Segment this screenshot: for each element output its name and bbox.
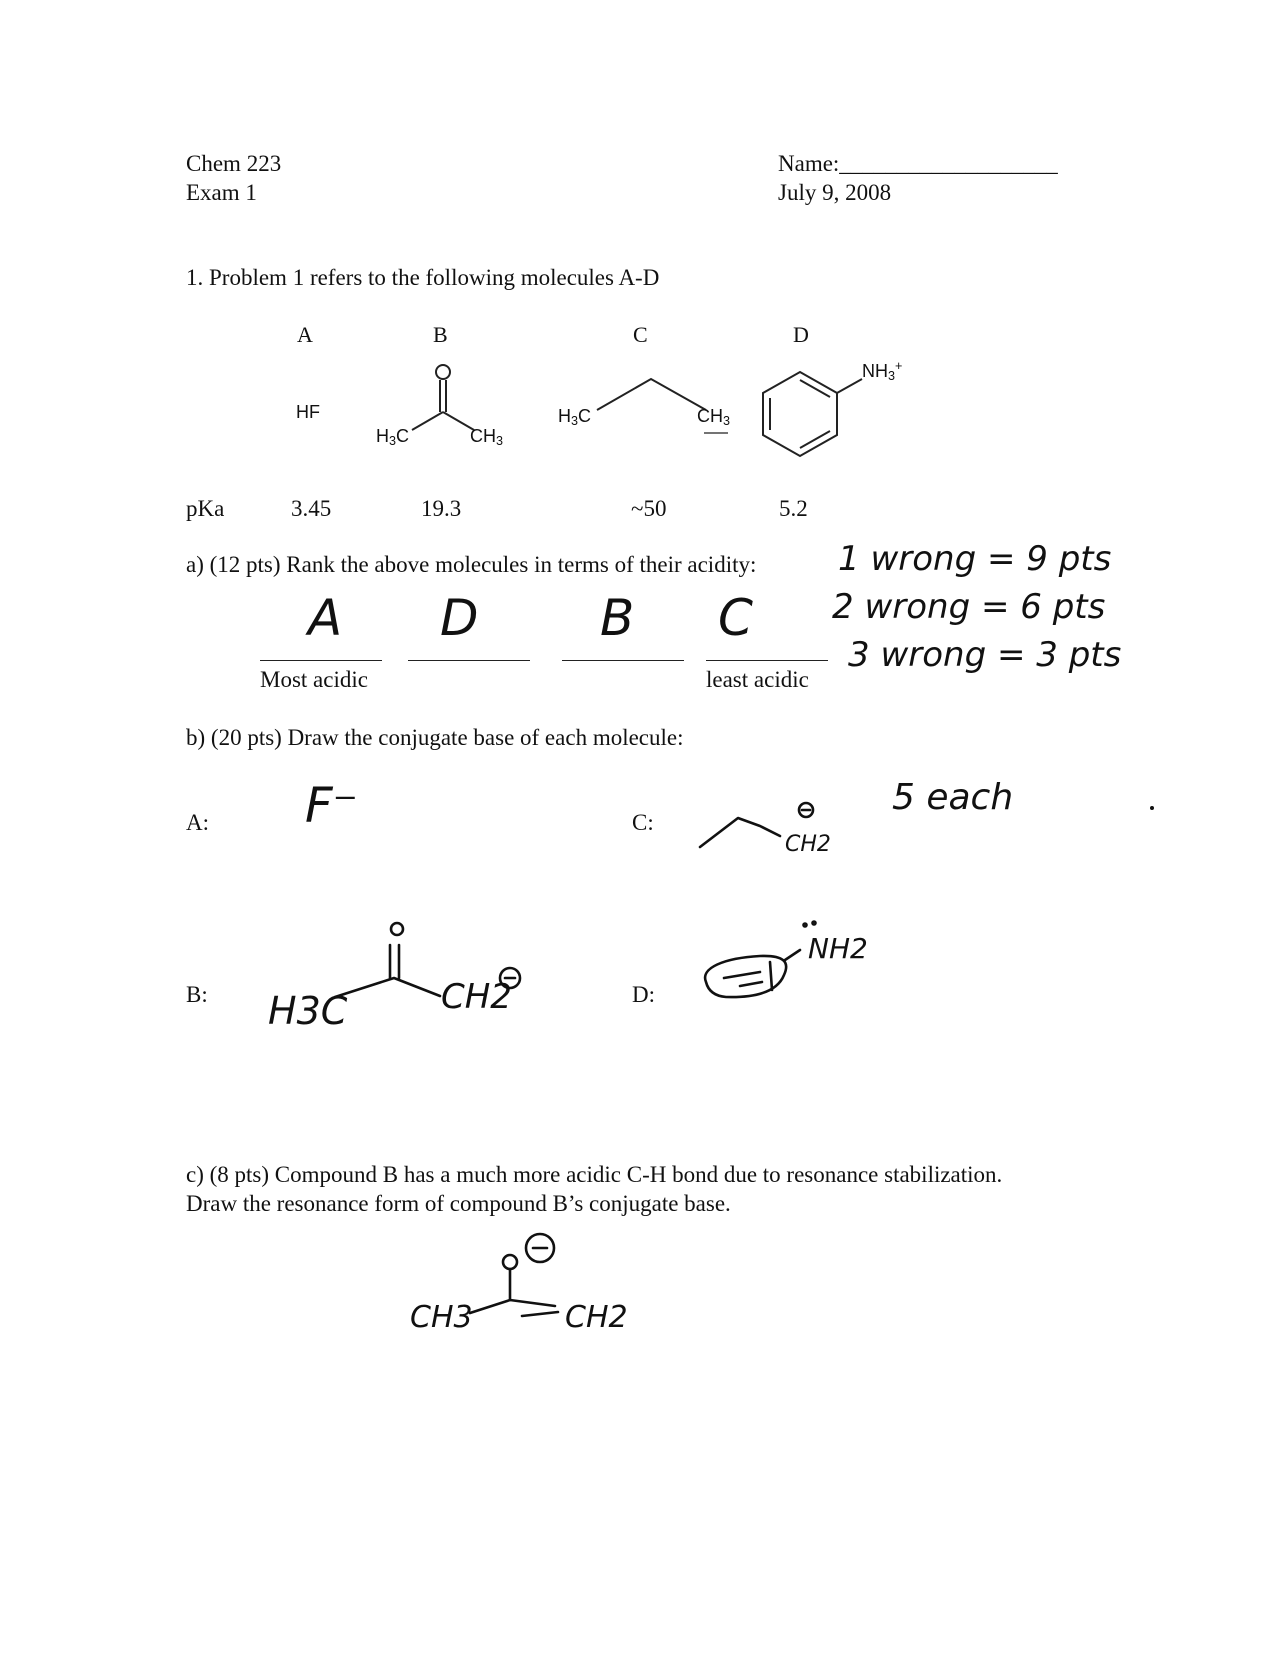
molecule-b-letter: B xyxy=(433,322,448,347)
rank-answer-4: C xyxy=(718,589,753,647)
molecule-b-right-methyl-text: $CH_3$ xyxy=(470,426,504,449)
part-c-prompt-line-1: c) (8 pts) Compound B has a much more acidic C-H bond due to resonance stabilization. xyxy=(186,1162,1003,1187)
molecule-a-formula: HF xyxy=(296,402,320,422)
pka-label: pKa xyxy=(186,496,225,521)
pka-a: 3.45 xyxy=(291,496,332,521)
answer-b-left-methyl: H3C xyxy=(268,989,348,1033)
part-c-prompt-line-2: Draw the resonance form of compound B’s conjugate base. xyxy=(186,1191,731,1216)
answer-d-structure xyxy=(705,922,815,998)
grading-note-2: 2 wrong = 6 pts xyxy=(832,587,1106,627)
least-acidic-label: least acidic xyxy=(706,667,809,692)
part-b-prompt: b) (20 pts) Draw the conjugate base of each molecule: xyxy=(186,725,684,750)
grading-note-3: 3 wrong = 3 pts xyxy=(848,635,1122,675)
part-b-label-a: A: xyxy=(186,810,209,835)
part-b-label-c: C: xyxy=(632,810,654,835)
name-field-label: Name:___________________ xyxy=(778,151,1058,176)
part-b-label-d: D: xyxy=(632,982,655,1007)
stray-mark xyxy=(1150,806,1154,810)
exam-date: July 9, 2008 xyxy=(778,180,892,205)
most-acidic-label: Most acidic xyxy=(260,667,368,692)
answer-a-fluoride: F⁻ xyxy=(305,778,358,834)
answer-c-right-methylene: CH2 xyxy=(565,1300,628,1335)
grading-note-5-each: 5 each xyxy=(892,777,1014,818)
molecule-c-left-methyl-text: $H_3C$ xyxy=(558,406,592,429)
answer-d-amine: NH2 xyxy=(808,932,868,965)
answer-c-left-methyl: CH3 xyxy=(410,1300,473,1335)
molecule-b-left-methyl-text: $H_3C$ xyxy=(376,426,410,449)
molecule-d-letter: D xyxy=(793,322,809,347)
molecule-c-right-methyl-text: $CH_3$ xyxy=(697,406,731,429)
course-title: Chem 223 xyxy=(186,151,282,176)
molecule-d-substituent-text: $NH_3^+$ xyxy=(862,359,903,384)
part-b-label-b: B: xyxy=(186,982,208,1007)
grading-note-1: 1 wrong = 9 pts xyxy=(838,539,1112,579)
pka-c: ~50 xyxy=(631,496,667,521)
molecule-c-letter: C xyxy=(633,322,648,347)
pka-b: 19.3 xyxy=(421,496,462,521)
pka-d: 5.2 xyxy=(779,496,808,521)
answer-c-methylene: CH2 xyxy=(785,832,831,857)
molecule-a-letter: A xyxy=(297,322,313,347)
exam-title: Exam 1 xyxy=(186,180,257,205)
problem-1-intro: 1. Problem 1 refers to the following molecules A-D xyxy=(186,265,660,290)
answer-b-right-methylene: CH2 xyxy=(441,977,512,1017)
rank-answer-3: B xyxy=(600,589,635,647)
part-a-prompt: a) (12 pts) Rank the above molecules in terms of their acidity: xyxy=(186,552,757,577)
answer-c-resonance-structure xyxy=(470,1234,558,1316)
rank-answer-1: A xyxy=(308,589,343,647)
rank-answer-2: D xyxy=(440,589,479,647)
